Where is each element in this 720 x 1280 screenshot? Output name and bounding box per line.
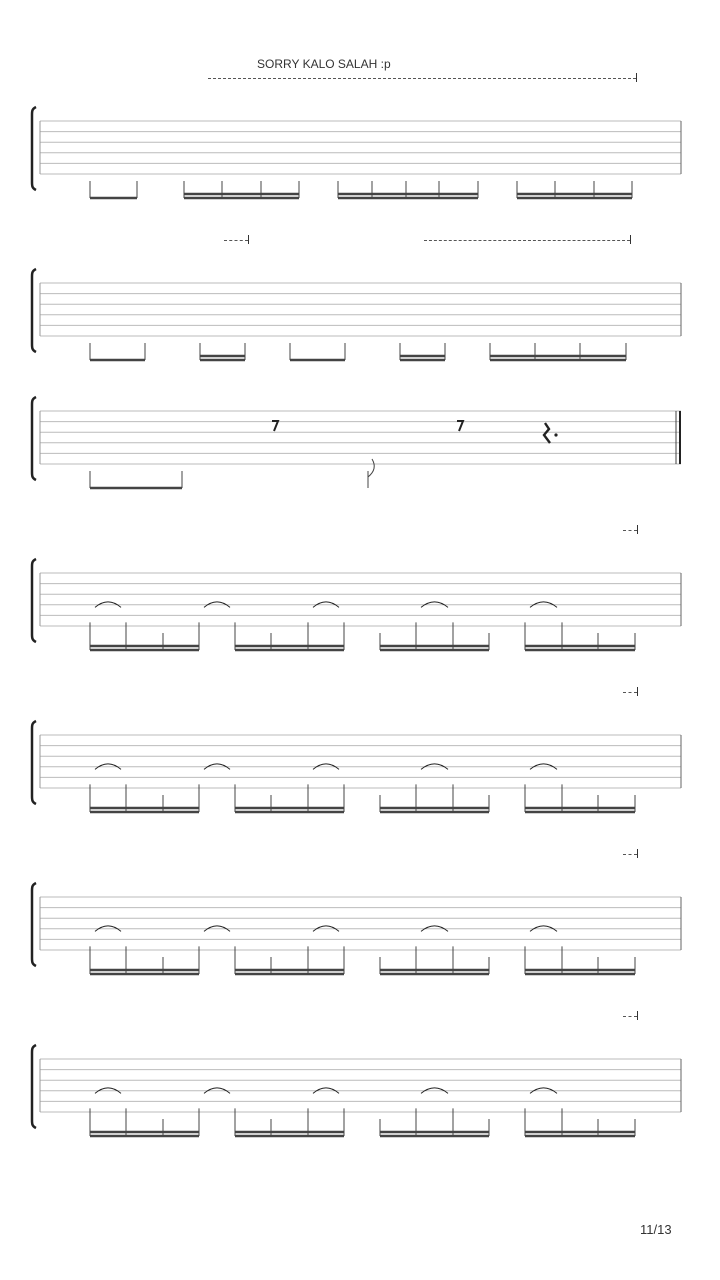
staff-bracket (32, 1045, 36, 1128)
palm-mute-dash (224, 240, 248, 241)
staff-bracket (32, 559, 36, 642)
staff-bracket (32, 397, 36, 480)
staff-bracket (32, 269, 36, 352)
palm-mute-dash (623, 1016, 637, 1017)
staff-bracket (32, 107, 36, 190)
palm-mute-end (248, 235, 249, 244)
rest-dot (554, 433, 557, 436)
staff-bracket (32, 721, 36, 804)
eighth-rest (457, 421, 463, 431)
palm-mute-dash (424, 240, 630, 241)
palm-mute-dash (623, 530, 637, 531)
palm-mute-end (637, 1011, 638, 1020)
note-flag (368, 459, 374, 477)
palm-mute-dash (623, 692, 637, 693)
palm-mute-dash (208, 78, 636, 79)
palm-mute-dash (623, 854, 637, 855)
palm-mute-end (630, 235, 631, 244)
staff-bracket (32, 883, 36, 966)
palm-mute-end (636, 73, 637, 82)
page-number: 11/13 (640, 1222, 672, 1237)
palm-mute-end (637, 687, 638, 696)
song-title: SORRY KALO SALAH :p (257, 57, 391, 71)
palm-mute-end (637, 849, 638, 858)
eighth-rest (272, 421, 278, 431)
quarter-rest (544, 423, 550, 443)
palm-mute-end (637, 525, 638, 534)
